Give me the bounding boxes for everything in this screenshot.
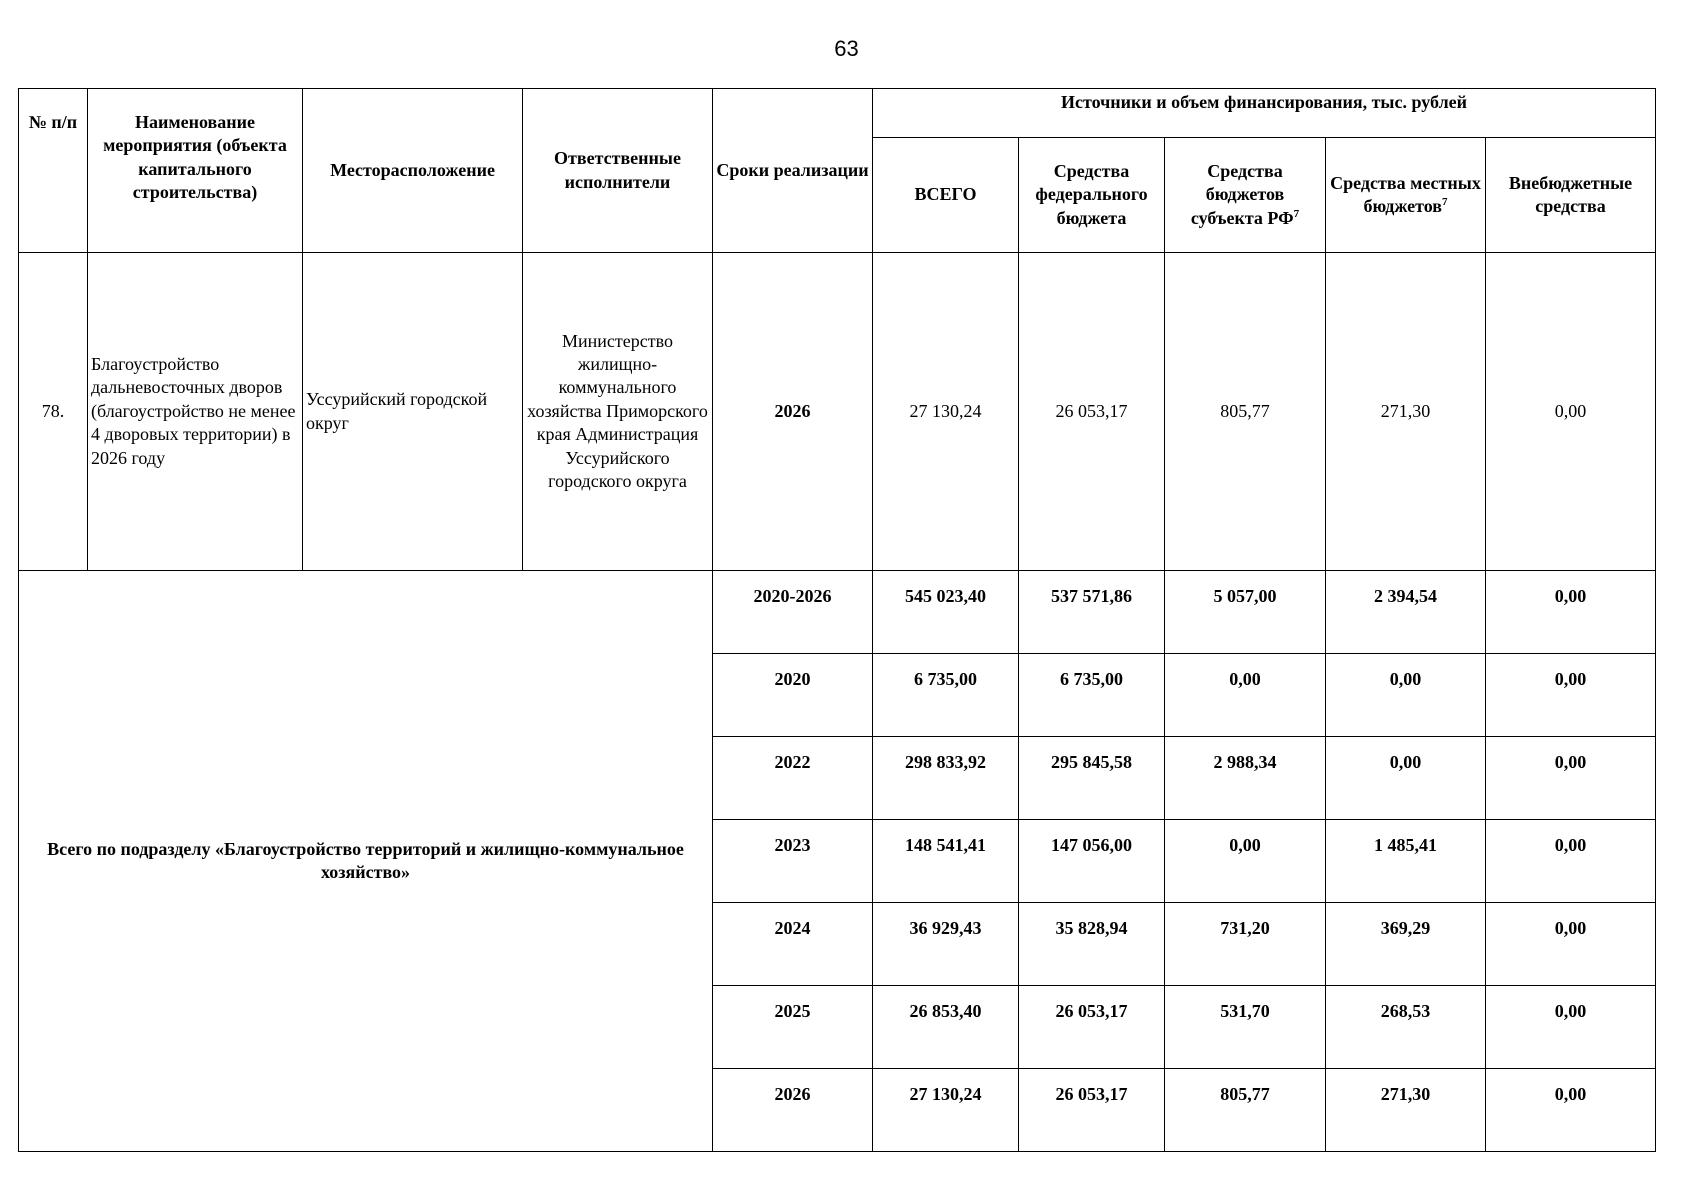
item-extra: 0,00 <box>1486 253 1656 571</box>
summary-local: 0,00 <box>1326 654 1486 737</box>
header-sources: Источники и объем финансирования, тыс. рублей <box>873 89 1656 138</box>
summary-federal: 147 056,00 <box>1019 820 1165 903</box>
summary-total: 26 853,40 <box>873 986 1019 1069</box>
header-local: Средства местных бюджетов$^7$ <box>1326 138 1486 253</box>
footnote-mark: 7 <box>1293 207 1300 220</box>
summary-year: 2026 <box>713 1069 873 1152</box>
item-num: 78. <box>19 253 88 571</box>
table-row-summary <box>19 571 1656 654</box>
header-extra: Внебюджетные средства <box>1486 138 1656 253</box>
summary-extra: 0,00 <box>1486 1069 1656 1152</box>
summary-year: 2022 <box>713 737 873 820</box>
header-row-top <box>19 89 1656 138</box>
summary-extra: 0,00 <box>1486 571 1656 654</box>
header-num: № п/п <box>19 89 88 253</box>
summary-extra: 0,00 <box>1486 903 1656 986</box>
summary-total: 36 929,43 <box>873 903 1019 986</box>
summary-local: 1 485,41 <box>1326 820 1486 903</box>
item-local: 271,30 <box>1326 253 1486 571</box>
summary-total: 6 735,00 <box>873 654 1019 737</box>
header-executors: Ответственные исполнители <box>523 89 713 253</box>
item-total: 27 130,24 <box>873 253 1019 571</box>
table-row-item <box>19 253 1656 571</box>
header-location: Месторасположение <box>303 89 523 253</box>
summary-total: 148 541,41 <box>873 820 1019 903</box>
summary-local: 271,30 <box>1326 1069 1486 1152</box>
summary-subject: 0,00 <box>1165 654 1326 737</box>
summary-federal: 26 053,17 <box>1019 986 1165 1069</box>
summary-year: 2020-2026 <box>713 571 873 654</box>
summary-subject: 2 988,34 <box>1165 737 1326 820</box>
footnote-mark: 7 <box>1442 196 1448 208</box>
item-period: 2026 <box>713 253 873 571</box>
summary-total: 298 833,92 <box>873 737 1019 820</box>
page-number: 63 <box>834 36 859 61</box>
header-subject: Средства бюджетов субъекта $РФ^7$ <box>1165 138 1326 253</box>
summary-local: 2 394,54 <box>1326 571 1486 654</box>
summary-label: Всего по подразделу «Благоустройство территорий и жилищно-коммунальное хозяйство» <box>19 571 713 1152</box>
summary-year: 2025 <box>713 986 873 1069</box>
header-total: ВСЕГО <box>873 138 1019 253</box>
header-federal: Средства федерального бюджета <box>1019 138 1165 253</box>
summary-subject: 0,00 <box>1165 820 1326 903</box>
summary-local: 268,53 <box>1326 986 1486 1069</box>
summary-year: 2020 <box>713 654 873 737</box>
summary-subject: 531,70 <box>1165 986 1326 1069</box>
item-executors: Министерство жилищно-коммунального хозяйства Приморского края Администрация Уссурийского городского округа <box>523 253 713 571</box>
summary-total: 27 130,24 <box>873 1069 1019 1152</box>
summary-local: 0,00 <box>1326 737 1486 820</box>
summary-extra: 0,00 <box>1486 737 1656 820</box>
summary-year: 2023 <box>713 820 873 903</box>
summary-subject: 805,77 <box>1165 1069 1326 1152</box>
summary-total: 545 023,40 <box>873 571 1019 654</box>
summary-subject: 5 057,00 <box>1165 571 1326 654</box>
summary-extra: 0,00 <box>1486 820 1656 903</box>
summary-year: 2024 <box>713 903 873 986</box>
summary-federal: 295 845,58 <box>1019 737 1165 820</box>
summary-federal: 6 735,00 <box>1019 654 1165 737</box>
summary-federal: 537 571,86 <box>1019 571 1165 654</box>
summary-extra: 0,00 <box>1486 986 1656 1069</box>
summary-extra: 0,00 <box>1486 654 1656 737</box>
item-subject: 805,77 <box>1165 253 1326 571</box>
item-location: Уссурийский городской округ <box>303 253 523 571</box>
item-federal: 26 053,17 <box>1019 253 1165 571</box>
summary-federal: 26 053,17 <box>1019 1069 1165 1152</box>
summary-subject: 731,20 <box>1165 903 1326 986</box>
financing-table <box>18 88 1656 1152</box>
header-period: Сроки реализации <box>713 89 873 253</box>
header-name: Наименование мероприятия (объекта капитального строительства) <box>88 89 303 253</box>
item-name: Благоустройство дальневосточных дворов (благоустройство не менее 4 дворовых территории) в 2026 году <box>88 253 303 571</box>
summary-federal: 35 828,94 <box>1019 903 1165 986</box>
summary-local: 369,29 <box>1326 903 1486 986</box>
